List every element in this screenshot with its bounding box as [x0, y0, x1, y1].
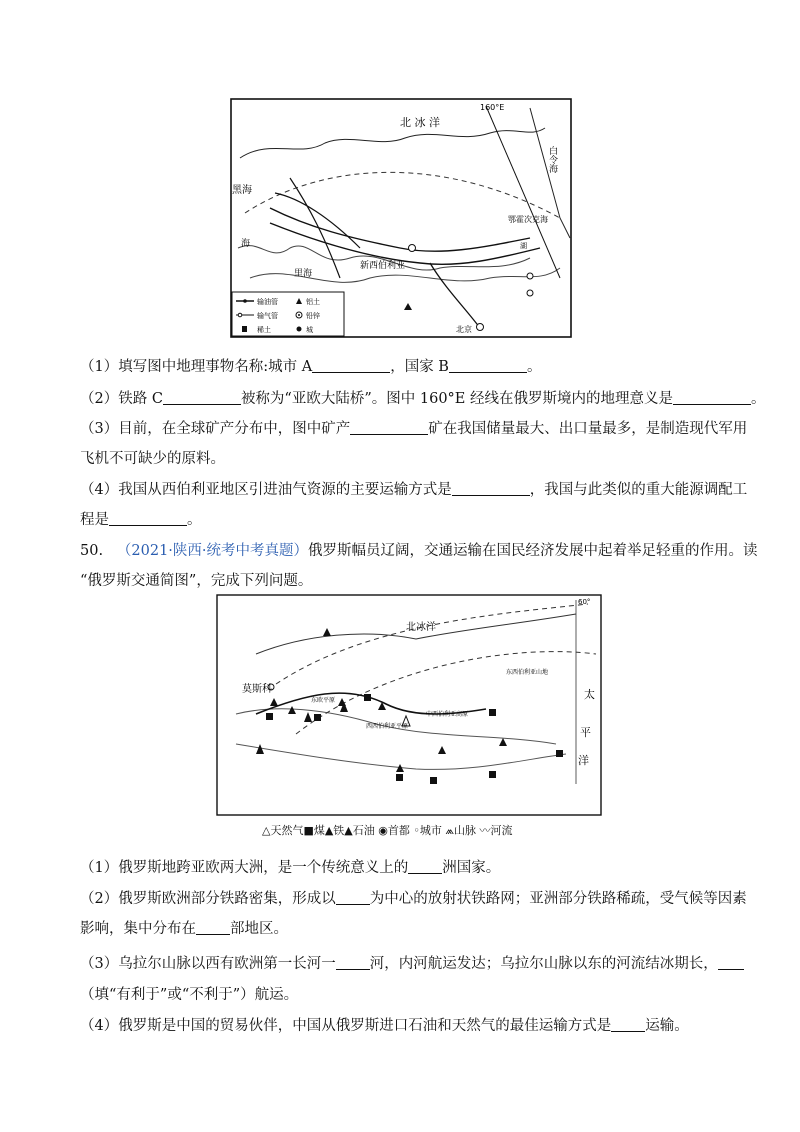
q49-part1: （1）填写图中地理事物名称:城市 A ，国家 B 。 — [80, 359, 542, 375]
answer-blank[interactable] — [312, 357, 390, 373]
map2-legend: △天然气■煤▲铁▲石油 ◉首都 ◦城市 ⩕山脉 〰河流 — [262, 824, 513, 837]
map2-label-north-ocean: 北冰洋 — [406, 622, 436, 633]
map1-label-north-ocean: 北 冰 洋 — [400, 116, 440, 129]
q49-part3: （3）目前，在全球矿产分布中，图中矿产 矿在我国储量最大、出口量最多，是制造现代军用 — [80, 421, 748, 437]
map1-label-nsk: 新西伯利亚 — [360, 261, 406, 271]
answer-blank[interactable] — [336, 954, 370, 970]
map1-label-lake: 湖 — [520, 242, 527, 250]
map1-label-meridian: 160°E — [480, 103, 505, 112]
map2-label-pacific-b: 平 — [580, 726, 591, 739]
map-russia-transport — [216, 594, 602, 816]
answer-blank[interactable] — [196, 919, 230, 935]
q49-part2: （2）铁路 C 被称为“亚欧大陆桥”。图中 160°E 经线在俄罗斯境内的地理意义是 。 — [80, 391, 766, 407]
map1-legend-label-1: 铝土 — [306, 298, 320, 306]
map1-label-caspian: 里海 — [294, 269, 313, 279]
q49-part3-cont: 飞机不可缺少的原料。 — [80, 451, 225, 467]
map2-label-mountains: 东西伯利亚山地 — [506, 669, 549, 676]
q50-part3: （3）乌拉尔山脉以西有欧洲第一长河一 河，内河航运发达；乌拉尔山脉以东的河流结冰期长， — [80, 953, 744, 975]
answer-blank[interactable] — [452, 480, 530, 496]
map1-label-bering: 白令海 — [547, 146, 557, 173]
answer-blank[interactable] — [163, 389, 241, 405]
map2-label-pacific-c: 洋 — [578, 754, 589, 767]
q50-part3-cont: （填“有利于”或“不利于”）航运。 — [80, 987, 299, 1003]
q50-part1: （1）俄罗斯地跨亚欧两大洲，是一个传统意义上的 洲国家。 — [80, 860, 501, 876]
answer-blank[interactable] — [408, 858, 442, 874]
map2-label-plain2: 中西伯利亚高原 — [426, 711, 469, 718]
q49-part4-cont: 程是 。 — [80, 512, 202, 528]
map1-legend-label-4: 稀土 — [257, 326, 271, 334]
answer-blank[interactable] — [673, 389, 751, 405]
q50-intro: 50. （2021·陕西·统考中考真题）俄罗斯幅员辽阔，交通运输在国民经济发展中起着举足轻重的作用。读 — [80, 543, 758, 559]
source-tag[interactable]: （2021·陕西·统考中考真题） — [116, 543, 309, 559]
answer-blank[interactable] — [611, 1016, 645, 1032]
map2-label-meridian: 60° — [578, 598, 591, 606]
map1-legend-label-2: 输气管 — [257, 312, 278, 320]
map1-label-black-sea: 黑海 — [232, 185, 252, 196]
map1-label-sea-char: 海 — [239, 238, 249, 247]
map2-label-plain1: 东欧平原 — [311, 697, 336, 704]
answer-blank[interactable] — [718, 954, 744, 970]
answer-blank[interactable] — [109, 510, 187, 526]
q50-part2-cont: 影响，集中分布在 部地区。 — [80, 921, 288, 937]
q49-part4: （4）我国从西伯利亚地区引进油气资源的主要运输方式是 ，我国与此类似的重大能源调配工 — [80, 482, 748, 498]
map1-label-okhotsk: 鄂霍次克海 — [508, 215, 548, 224]
map2-label-plain3: 西西伯利亚平原 — [366, 723, 409, 730]
answer-blank[interactable] — [350, 419, 428, 435]
q50-part2: （2）俄罗斯欧洲部分铁路密集，形成以 为中心的放射状铁路网；亚洲部分铁路稀疏，受气候等因素 — [80, 891, 747, 907]
map2-label-pacific-a: 太 — [584, 688, 595, 701]
map1-label-beijing: 北京 — [456, 325, 472, 334]
map1-legend-label-0: 输油管 — [257, 298, 278, 306]
map1-legend-label-3: 铅锌 — [306, 312, 320, 320]
map2-label-moscow: 莫斯科 — [242, 684, 272, 695]
map-russia-pipelines — [230, 98, 572, 338]
q50-part4: （4）俄罗斯是中国的贸易伙伴，中国从俄罗斯进口石油和天然气的最佳运输方式是 运输。 — [80, 1018, 689, 1034]
q50-intro-cont: “俄罗斯交通简图”，完成下列问题。 — [80, 573, 313, 589]
answer-blank[interactable] — [336, 889, 370, 905]
map1-legend-label-5: 城 — [306, 326, 313, 334]
answer-blank[interactable] — [449, 357, 527, 373]
